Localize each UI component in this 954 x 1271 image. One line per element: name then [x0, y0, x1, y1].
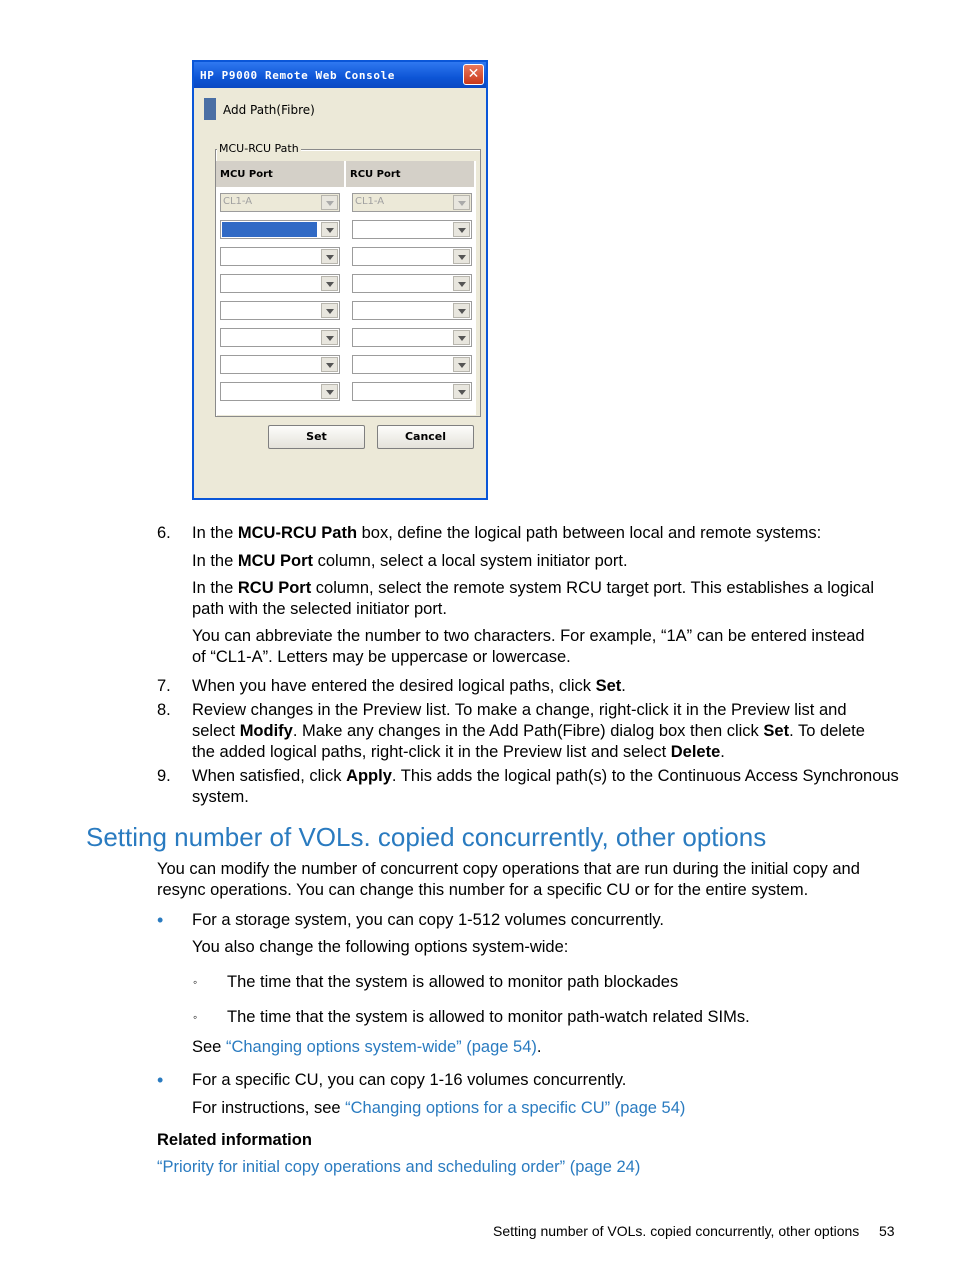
bullet-storage-system-sub: You also change the following options system-wide:: [192, 938, 569, 956]
dropdown-arrow-icon[interactable]: [453, 222, 470, 237]
step-6-mcu: In the MCU Port column, select a local system initiator port.: [192, 552, 628, 570]
link-changing-options-system-wide[interactable]: “Changing options system-wide” (page 54): [225, 1038, 537, 1056]
footer-title: Setting number of VOLs. copied concurrently, other options: [493, 1223, 860, 1239]
dropdown-arrow-icon[interactable]: [453, 357, 470, 372]
dropdown-arrow-icon[interactable]: [453, 303, 470, 318]
rcu-port-header: RCU Port: [346, 161, 474, 187]
mcu-port-header: MCU Port: [216, 161, 344, 187]
dropdown-arrow-icon[interactable]: [321, 303, 338, 318]
bullet-icon: •: [157, 1070, 164, 1090]
rcu-port-select[interactable]: [352, 382, 472, 401]
see-system-wide: See “Changing options system-wide” (page 54).: [192, 1038, 542, 1056]
dropdown-arrow-icon[interactable]: [321, 276, 338, 291]
step-6-abbrev: You can abbreviate the number to two characters. For example, “1A” can be entered instead: [192, 627, 865, 645]
rcu-port-select[interactable]: [352, 220, 472, 239]
dropdown-arrow-icon[interactable]: [321, 330, 338, 345]
rcu-port-select[interactable]: [352, 274, 472, 293]
dropdown-arrow-icon[interactable]: [453, 384, 470, 399]
mcu-rcu-path-label: MCU-RCU Path: [219, 142, 299, 155]
rcu-port-select[interactable]: [352, 328, 472, 347]
panel-title: Add Path(Fibre): [223, 103, 315, 117]
step-6-rcu: In the RCU Port column, select the remote system RCU target port. This establishes a logical: [192, 579, 874, 597]
mcu-port-select[interactable]: [220, 382, 340, 401]
rcu-port-select[interactable]: [352, 301, 472, 320]
section-intro-line2: resync operations. You can change this number for a specific CU or for the entire system.: [157, 881, 809, 899]
selection-highlight: [222, 222, 317, 237]
related-information-heading: Related information: [157, 1131, 312, 1149]
sub-bullet-icon: ◦: [193, 1010, 198, 1024]
step-number: 6.: [157, 524, 171, 542]
section-intro-line1: You can modify the number of concurrent copy operations that are run during the initial copy and: [157, 860, 860, 878]
mcu-port-select: [220, 193, 340, 212]
dropdown-arrow-icon[interactable]: [453, 330, 470, 345]
port-value: CL1-A: [223, 196, 253, 207]
dropdown-arrow-icon[interactable]: [321, 222, 338, 237]
section-heading: Setting number of VOLs. copied concurrently, other options: [86, 822, 767, 852]
step-9-line2: system.: [192, 788, 249, 806]
instructions-specific-cu: For instructions, see “Changing options for a specific CU” (page 54): [192, 1099, 686, 1117]
page-number: 53: [879, 1223, 895, 1239]
step-8-line1: Review changes in the Preview list. To make a change, right-click it in the Preview list and: [192, 701, 847, 719]
dropdown-arrow-icon[interactable]: [453, 276, 470, 291]
bullet-storage-system: For a storage system, you can copy 1-512 volumes concurrently.: [192, 911, 664, 929]
bullet-specific-cu: For a specific CU, you can copy 1-16 volumes concurrently.: [192, 1071, 627, 1089]
mcu-port-select[interactable]: [220, 247, 340, 266]
mcu-port-select[interactable]: [220, 328, 340, 347]
sub-bullet-icon: ◦: [193, 975, 198, 989]
add-path-dialog: [192, 60, 488, 500]
link-priority-initial-copy[interactable]: “Priority for initial copy operations and scheduling order” (page 24): [157, 1158, 641, 1176]
step-number: 9.: [157, 767, 171, 785]
dropdown-arrow-icon: [321, 195, 338, 210]
mcu-port-select[interactable]: [220, 355, 340, 374]
port-value: CL1-A: [355, 196, 385, 207]
link-changing-options-specific-cu[interactable]: “Changing options for a specific CU” (page 54): [345, 1099, 686, 1117]
rcu-port-select[interactable]: [352, 247, 472, 266]
close-icon[interactable]: ✕: [463, 64, 484, 85]
step-8-line2: select Modify. Make any changes in the Add Path(Fibre) dialog box then click Set. To delete: [192, 722, 865, 740]
dropdown-arrow-icon[interactable]: [321, 249, 338, 264]
set-button[interactable]: Set: [268, 425, 365, 449]
sub-bullet-path-watch: The time that the system is allowed to monitor path-watch related SIMs.: [227, 1008, 750, 1026]
step-7-text: When you have entered the desired logical paths, click Set.: [192, 677, 626, 695]
panel-marker-icon: [204, 98, 216, 120]
step-number: 7.: [157, 677, 171, 695]
dropdown-arrow-icon[interactable]: [321, 384, 338, 399]
mcu-port-select[interactable]: [220, 274, 340, 293]
dropdown-arrow-icon[interactable]: [453, 249, 470, 264]
cancel-button[interactable]: Cancel: [377, 425, 474, 449]
dropdown-arrow-icon[interactable]: [321, 357, 338, 372]
dialog-title: HP P9000 Remote Web Console: [194, 62, 486, 88]
sub-bullet-path-blockades: The time that the system is allowed to monitor path blockades: [227, 973, 679, 991]
mcu-port-select[interactable]: [220, 220, 340, 239]
step-6-abbrev-cont: of “CL1-A”. Letters may be uppercase or lowercase.: [192, 648, 571, 666]
step-8-line3: the added logical paths, right-click it in the Preview list and select Delete.: [192, 743, 725, 761]
step-number: 8.: [157, 701, 171, 719]
bullet-icon: •: [157, 910, 164, 930]
rcu-port-select[interactable]: [352, 355, 472, 374]
step-6-text: In the MCU-RCU Path box, define the logical path between local and remote systems:: [192, 524, 822, 542]
rcu-port-select: [352, 193, 472, 212]
step-6-rcu-cont: path with the selected initiator port.: [192, 600, 447, 618]
dropdown-arrow-icon: [453, 195, 470, 210]
step-9-line1: When satisfied, click Apply. This adds the logical path(s) to the Continuous Access Synchronous: [192, 767, 899, 785]
mcu-port-select[interactable]: [220, 301, 340, 320]
